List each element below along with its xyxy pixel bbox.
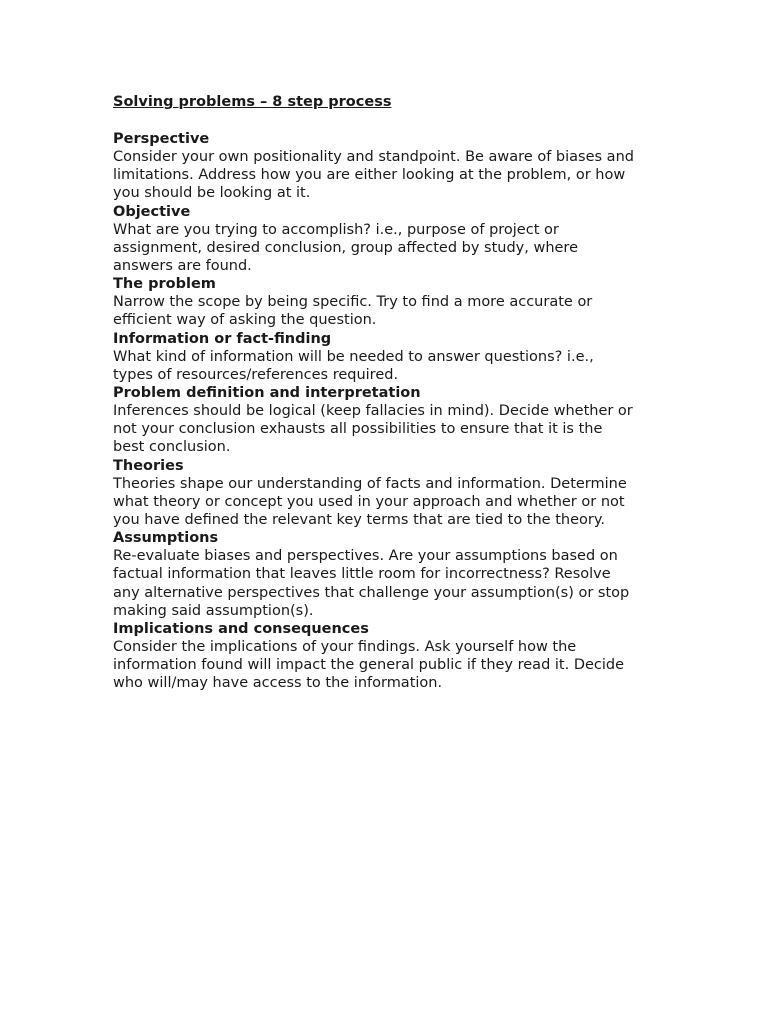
sections-container bbox=[113, 130, 673, 693]
section-body-line: efficient way of asking the question. bbox=[113, 312, 377, 329]
section bbox=[113, 203, 673, 276]
section-body-line: what theory or concept you used in your approach and whether or not bbox=[113, 493, 625, 510]
section-body-line: answers are found. bbox=[113, 258, 252, 275]
section-body bbox=[113, 148, 673, 203]
section bbox=[113, 275, 673, 329]
section-body bbox=[113, 547, 673, 620]
section-body-line: limitations. Address how you are either looking at the problem, or how bbox=[113, 167, 626, 184]
section-body bbox=[113, 475, 673, 530]
section-body-line: Consider the implications of your findings. Ask yourself how the bbox=[113, 639, 577, 656]
section-body bbox=[113, 402, 673, 457]
section-body-line: not your conclusion exhausts all possibilities to ensure that it is the bbox=[113, 421, 603, 438]
section bbox=[113, 620, 673, 693]
section-body-line: any alternative perspectives that challenge your assumption(s) or stop bbox=[113, 584, 630, 601]
section-body bbox=[113, 348, 673, 384]
section-body-line: assignment, desired conclusion, group affected by study, where bbox=[113, 239, 578, 256]
section-body-line: What kind of information will be needed to answer questions? i.e., bbox=[113, 348, 594, 365]
section-heading: Theories bbox=[113, 457, 184, 474]
section-heading: Information or fact-finding bbox=[113, 330, 332, 347]
section-body-line: types of resources/references required. bbox=[113, 366, 399, 383]
section-body-line: best conclusion. bbox=[113, 439, 231, 456]
section-heading: Objective bbox=[113, 203, 191, 220]
section-body-line: you have defined the relevant key terms that are tied to the theory. bbox=[113, 512, 605, 529]
section-body-line: Narrow the scope by being specific. Try to find a more accurate or bbox=[113, 294, 593, 311]
section-heading: Problem definition and interpretation bbox=[113, 385, 421, 402]
section-heading: Perspective bbox=[113, 131, 210, 147]
document-title: Solving problems – 8 step process bbox=[113, 94, 392, 110]
section-body-line: What are you trying to accomplish? i.e., purpose of project or bbox=[113, 221, 559, 238]
section-heading: Implications and consequences bbox=[113, 621, 369, 638]
section bbox=[113, 457, 673, 530]
document-page bbox=[113, 92, 673, 693]
section-body-line: Re-evaluate biases and perspectives. Are your assumptions based on bbox=[113, 548, 618, 565]
section-body bbox=[113, 293, 673, 329]
section-body-line: making said assumption(s). bbox=[113, 602, 314, 619]
section-body bbox=[113, 221, 673, 276]
section-heading: Assumptions bbox=[113, 530, 219, 547]
section-body-line: who will/may have access to the information. bbox=[113, 675, 443, 692]
section bbox=[113, 330, 673, 384]
section-body-line: information found will impact the general public if they read it. Decide bbox=[113, 657, 625, 674]
section-body-line: you should be looking at it. bbox=[113, 185, 311, 202]
section-body-line: Theories shape our understanding of facts and information. Determine bbox=[113, 475, 627, 492]
section bbox=[113, 384, 673, 457]
section-body-line: factual information that leaves little room for incorrectness? Resolve bbox=[113, 566, 611, 583]
section-body-line: Consider your own positionality and standpoint. Be aware of biases and bbox=[113, 149, 634, 165]
section-body-line: Inferences should be logical (keep fallacies in mind). Decide whether or bbox=[113, 403, 633, 420]
section-heading: The problem bbox=[113, 276, 216, 293]
section bbox=[113, 130, 673, 203]
section-body bbox=[113, 638, 673, 693]
section bbox=[113, 529, 673, 620]
